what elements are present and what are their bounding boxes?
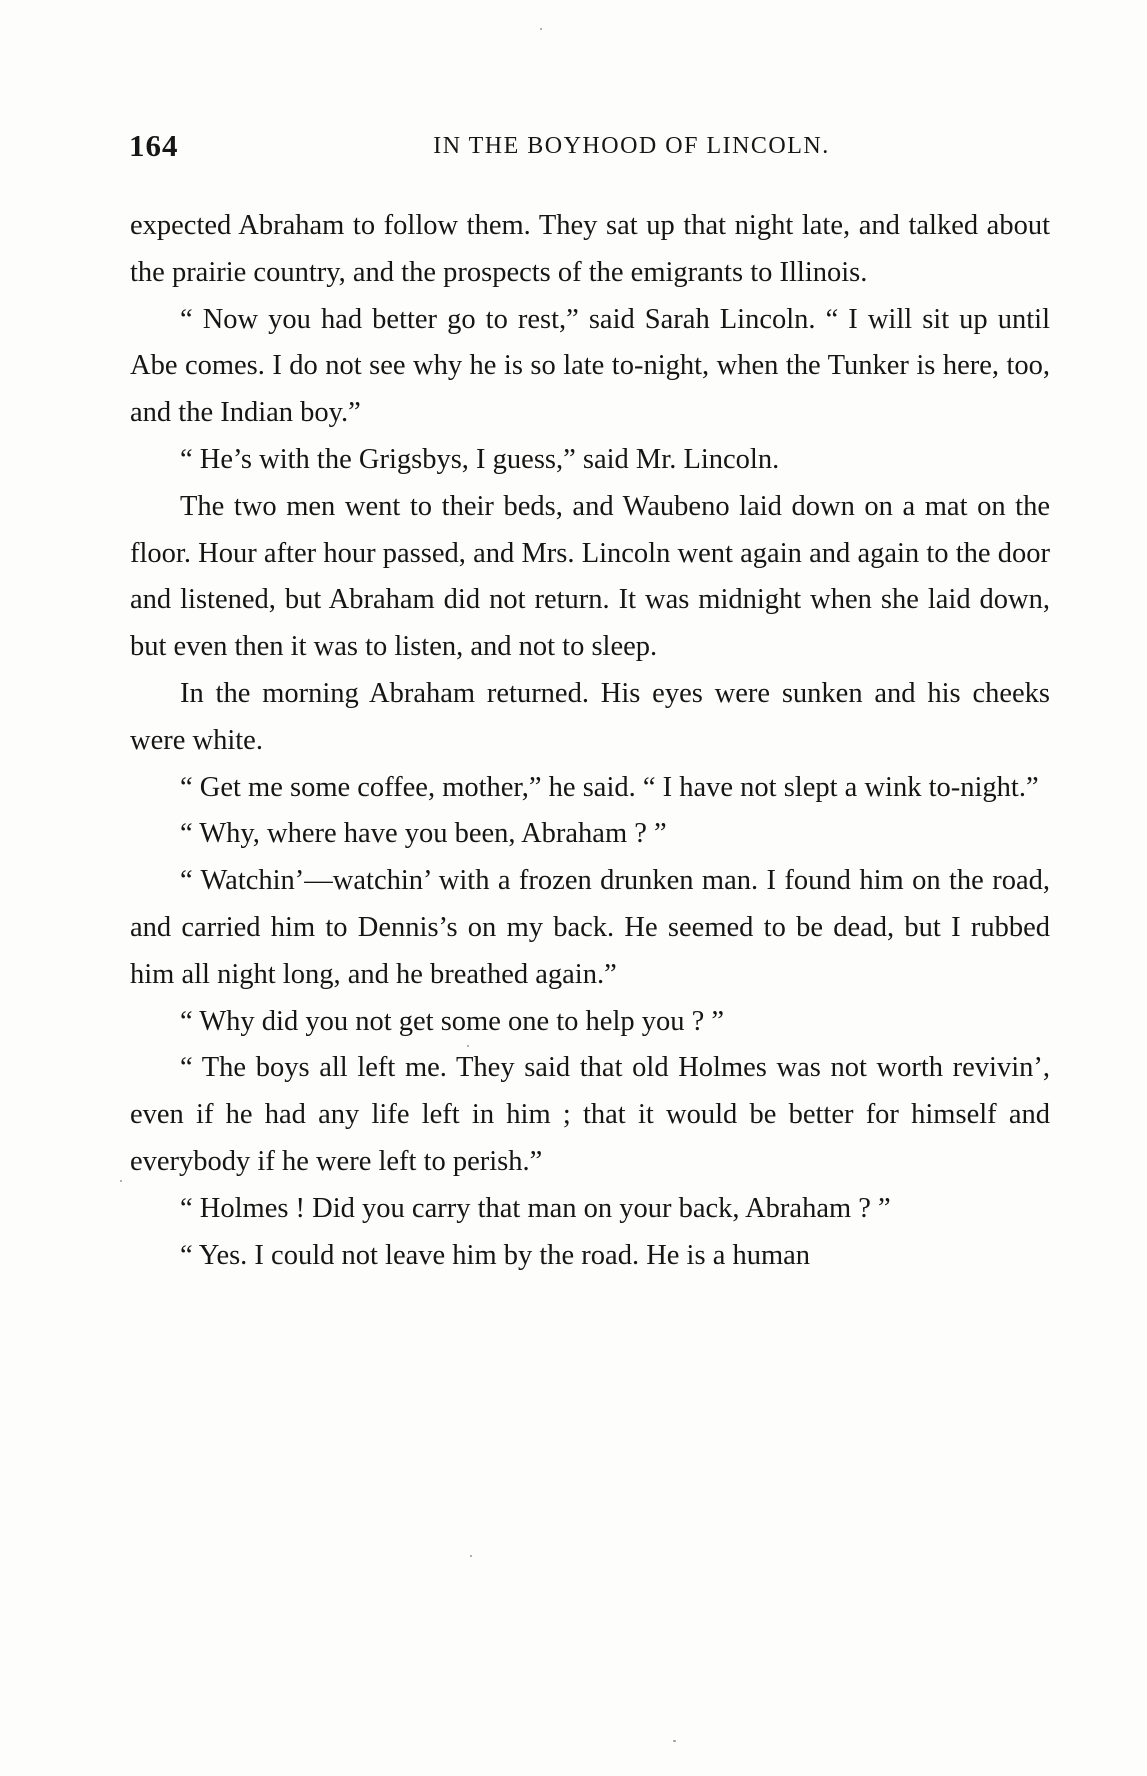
body-text <box>130 203 1050 1279</box>
paragraph: “ Why, where have you been, Abraham ? ” <box>180 818 667 850</box>
running-head: IN THE BOYHOOD OF LINCOLN. <box>433 133 830 159</box>
scan-speck <box>540 28 542 30</box>
paragraph: “ Now you had better go to rest,” said Sarah Lincoln. “ I will sit up until Abe comes. I do not see why he is so late to-night, when the Tunker is here, too, and the Indian boy.” <box>130 303 1050 429</box>
page-header <box>129 128 1054 176</box>
scan-speck <box>120 1180 122 1182</box>
paragraph: expected Abraham to follow them. They sat up that night late, and talked about the prairie country, and the prospects of the emigrants to Illinois. <box>130 210 1050 288</box>
page-number: 164 <box>129 128 179 163</box>
paragraph: “ Yes. I could not leave him by the road. He is a human <box>180 1239 811 1271</box>
paragraph: “ Get me some coffee, mother,” he said. “ I have not slept a wink to-night.” <box>180 771 1039 803</box>
paragraph: In the morning Abraham returned. His eyes were sunken and his cheeks were white. <box>130 677 1050 756</box>
scan-speck <box>470 1555 472 1557</box>
paragraph: “ Why did you not get some one to help you ? ” <box>180 1005 725 1037</box>
paragraph: “ Watchin’—watchin’ with a frozen drunken man. I found him on the road, and carried him to Dennis’s on my back. He seemed to be dead, but I rubbed him all night long, and he breathed again.” <box>130 865 1050 990</box>
paragraph: The two men went to their beds, and Waubeno laid down on a mat on the floor. Hour after hour passed, and Mrs. Lincoln went again and again to the door and listened, but Abraham did not return. It was midnight when she laid down, but even then it was to listen, and not to sleep. <box>130 490 1050 663</box>
paragraph: “ The boys all left me. They said that old Holmes was not worth revivin’, even if he had any life left in him ; that it would be better for himself and everybody if he were left to perish.” <box>130 1052 1050 1177</box>
paragraph: “ He’s with the Grigsbys, I guess,” said Mr. Lincoln. <box>180 443 780 475</box>
scan-speck <box>673 1740 676 1742</box>
scan-speck <box>467 1045 469 1047</box>
paragraph: “ Holmes ! Did you carry that man on your back, Abraham ? ” <box>180 1192 891 1224</box>
